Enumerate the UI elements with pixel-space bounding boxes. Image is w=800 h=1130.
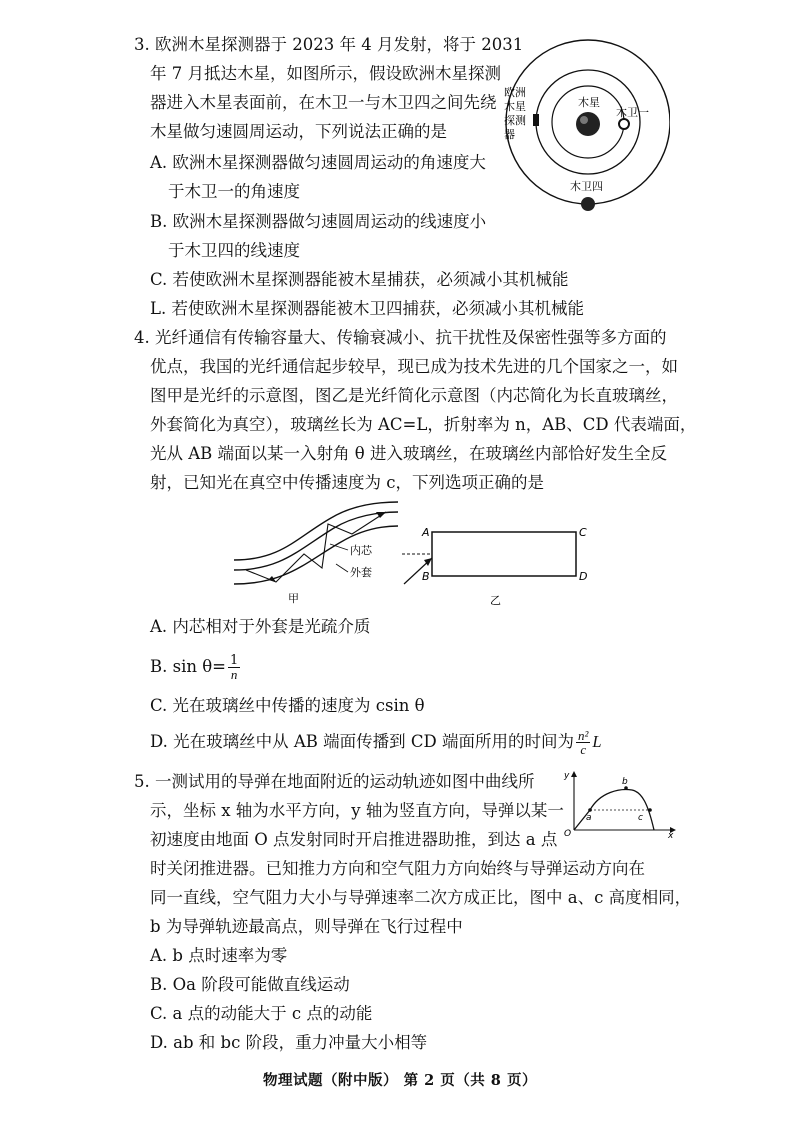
point-b-label: b bbox=[622, 777, 628, 787]
callisto-moon bbox=[581, 197, 595, 211]
probe-label: 器 bbox=[504, 128, 515, 141]
probe-label: 欧洲 bbox=[504, 86, 526, 99]
corner-c: C bbox=[579, 526, 587, 539]
io-label: 木卫一 bbox=[616, 106, 649, 119]
origin-label: O bbox=[564, 829, 572, 838]
q4-stem-line: 光从 AB 端面以某一入射角 θ 进入玻璃丝，在玻璃丝内部恰好发生全反 bbox=[150, 444, 667, 463]
jupiter-planet bbox=[576, 112, 600, 136]
q3-stem-line: 年 7 月抵达木星，如图所示，假设欧洲木星探测 bbox=[150, 64, 501, 83]
page-footer: 物理试题（附中版） 第 2 页（共 8 页） bbox=[263, 1072, 537, 1089]
fig-a-caption: 甲 bbox=[288, 592, 299, 605]
q5-stem-line: 5. 一测试用的导弹在地面附近的运动轨迹如图中曲线所 bbox=[134, 772, 535, 791]
q4-stem-line: 4. 光纤通信有传输容量大、传输衰减小、抗干扰性及保密性强等多方面的 bbox=[134, 328, 667, 347]
callisto-label: 木卫四 bbox=[570, 180, 603, 193]
probe-label: 探测 bbox=[504, 114, 526, 127]
core-label: 内芯 bbox=[350, 544, 372, 557]
point-c-marker bbox=[648, 808, 652, 812]
q5-option-c: C. a 点的动能大于 c 点的动能 bbox=[150, 1004, 373, 1023]
q5-option-d: D. ab 和 bc 阶段，重力冲量大小相等 bbox=[150, 1033, 428, 1052]
q5-stem-line: 初速度由地面 O 点发射同时开启推进器助推，到达 a 点 bbox=[150, 830, 558, 849]
q3-stem-line: 3. 欧洲木星探测器于 2023 年 4 月发射，将于 2031 bbox=[134, 35, 524, 54]
q3-stem-line: 器进入木星表面前，在木卫一与木卫四之间先绕 bbox=[150, 93, 497, 112]
q4-stem-line: 优点，我国的光纤通信起步较早，现已成为技术先进的几个国家之一，如 bbox=[150, 357, 678, 376]
q5-stem-line: 示，坐标 x 轴为水平方向，y 轴为竖直方向，导弹以某一 bbox=[150, 801, 564, 820]
q3-option-b: B. 欧洲木星探测器做匀速圆周运动的线速度小 bbox=[150, 212, 487, 231]
jupiter-label: 木星 bbox=[578, 96, 600, 109]
q3-option-d: L. 若使欧洲木星探测器能被木卫四捕获，必须减小其机械能 bbox=[150, 299, 584, 318]
q5-stem-line: 同一直线，空气阻力大小与导弹速率二次方成正比，图中 a、c 高度相同， bbox=[150, 888, 692, 907]
jupiter-orbit-diagram bbox=[500, 34, 670, 214]
q4-option-c: C. 光在玻璃丝中传播的速度为 csin θ bbox=[150, 696, 425, 715]
missile-trajectory-diagram bbox=[560, 768, 680, 838]
q4-option-b-prefix: B. sin θ= bbox=[150, 657, 226, 676]
q3-option-a: A. 欧洲木星探测器做匀速圆周运动的角速度大 bbox=[150, 153, 486, 172]
q5-option-b: B. Oa 阶段可能做直线运动 bbox=[150, 975, 350, 994]
q3-option-b-cont: 于木卫四的线速度 bbox=[168, 241, 300, 260]
point-a-marker bbox=[588, 808, 592, 812]
q5-stem-line: 时关闭推进器。已知推力方向和空气阻力方向始终与导弹运动方向在 bbox=[150, 859, 645, 878]
q4-stem-line: 图甲是光纤的示意图，图乙是光纤简化示意图（内芯简化为长直玻璃丝， bbox=[150, 386, 678, 405]
point-a-label: a bbox=[586, 813, 592, 823]
fraction: $\frac{\text{n²}}{c}$ bbox=[578, 728, 589, 757]
corner-b: B bbox=[422, 570, 430, 583]
q4-stem-line: 射，已知光在真空中传播速度为 c，下列选项正确的是 bbox=[150, 473, 544, 492]
fraction: $\frac{1}{n}$ bbox=[230, 653, 239, 682]
q3-option-c: C. 若使欧洲木星探测器能被木星捕获，必须减小其机械能 bbox=[150, 270, 569, 289]
q5-option-a: A. b 点时速率为零 bbox=[150, 946, 288, 965]
axis-x-label: x bbox=[668, 831, 674, 838]
probe-marker bbox=[533, 114, 539, 126]
fiber-diagram-a bbox=[226, 498, 406, 608]
corner-d: D bbox=[579, 570, 588, 583]
axis-y-label: y bbox=[564, 771, 570, 781]
q4-option-a: A. 内芯相对于外套是光疏介质 bbox=[150, 617, 371, 636]
q5-stem-line: b 为导弹轨迹最高点，则导弹在飞行过程中 bbox=[150, 917, 463, 936]
q4-option-d-prefix: D. 光在玻璃丝中从 AB 端面传播到 CD 端面所用的时间为 bbox=[150, 732, 575, 751]
q4-option-d bbox=[150, 729, 602, 756]
cladding-label: 外套 bbox=[350, 566, 372, 579]
q4-stem-line: 外套简化为真空），玻璃丝长为 AC=L，折射率为 n，AB、CD 代表端面， bbox=[150, 415, 697, 434]
probe-label: 木星 bbox=[504, 100, 526, 113]
q3-option-a-cont: 于木卫一的角速度 bbox=[168, 182, 300, 201]
q3-stem-line: 木星做匀速圆周运动，下列说法正确的是 bbox=[150, 122, 447, 141]
q4-option-d-suffix: L bbox=[592, 732, 602, 751]
point-c-label: c bbox=[638, 813, 643, 823]
fig-b-caption: 乙 bbox=[490, 594, 501, 607]
fiber-diagram-b bbox=[396, 518, 596, 608]
q4-option-b bbox=[150, 654, 242, 681]
io-moon bbox=[619, 119, 629, 129]
corner-a: A bbox=[422, 526, 430, 539]
